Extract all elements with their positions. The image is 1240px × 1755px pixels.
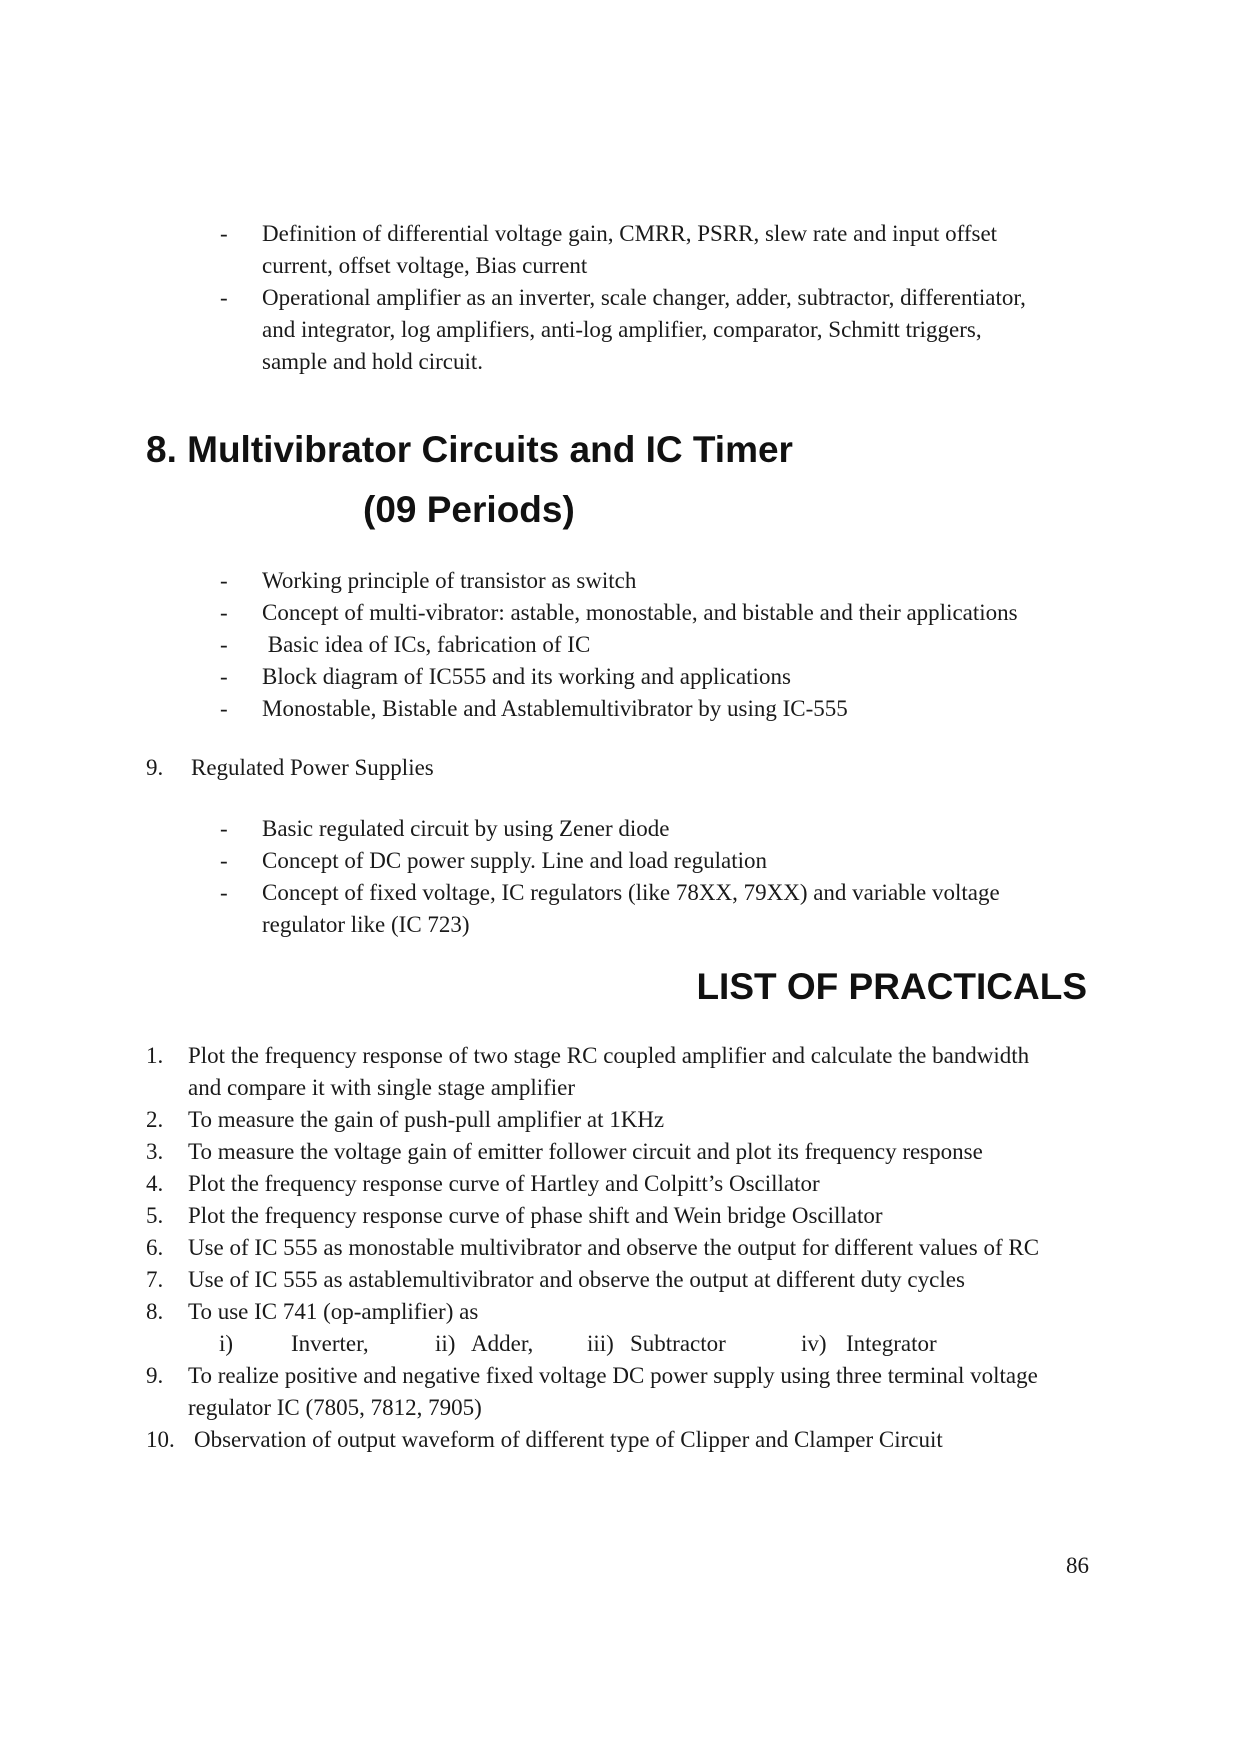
bullet-text: sample and hold circuit. [262, 349, 483, 374]
bullet-text: regulator like (IC 723) [262, 912, 470, 937]
bullet-dash: - [220, 816, 228, 841]
bullet-text: Operational amplifier as an inverter, scale changer, adder, subtractor, differentiator, [262, 285, 1026, 310]
section-8-periods: (09 Periods) [363, 489, 575, 530]
list-item-number: 9. [146, 1363, 164, 1388]
list-item-number: 1. [146, 1043, 164, 1068]
list-item-number: 3. [146, 1139, 164, 1164]
bullet-text: Block diagram of IC555 and its working and applications [262, 664, 791, 689]
list-item-text: Use of IC 555 as monostable multivibrator and observe the output for different values of RC [188, 1235, 1040, 1260]
sub-item-marker: iii) [587, 1331, 614, 1356]
list-item-text: Plot the frequency response curve of Hartley and Colpitt’s Oscillator [188, 1171, 820, 1196]
sub-item-text: Adder, [471, 1331, 534, 1356]
list-item-number: 2. [146, 1107, 164, 1132]
section-9-number: 9. [146, 755, 164, 780]
bullet-dash: - [220, 880, 228, 905]
list-item-number: 5. [146, 1203, 164, 1228]
bullet-text: Working principle of transistor as switch [262, 568, 637, 593]
list-item-number: 6. [146, 1235, 164, 1260]
section-9-title: Regulated Power Supplies [191, 755, 434, 780]
list-item-text: and compare it with single stage amplifier [188, 1075, 576, 1100]
list-item-number: 7. [146, 1267, 164, 1292]
bullet-text: Monostable, Bistable and Astablemultivibrator by using IC-555 [262, 696, 848, 721]
bullet-dash: - [220, 696, 228, 721]
sub-item-text: Inverter, [291, 1331, 369, 1356]
list-item-text: regulator IC (7805, 7812, 7905) [188, 1395, 482, 1420]
bullet-dash: - [220, 600, 228, 625]
list-item-text: Plot the frequency response of two stage RC coupled amplifier and calculate the bandwidth [188, 1043, 1030, 1068]
bullet-dash: - [220, 568, 228, 593]
bullet-text: Concept of DC power supply. Line and load regulation [262, 848, 768, 873]
list-item-text: To realize positive and negative fixed voltage DC power supply using three terminal voltage [188, 1363, 1038, 1388]
sub-item-marker: i) [219, 1331, 234, 1356]
bullet-dash: - [220, 285, 228, 310]
bullet-dash: - [220, 221, 228, 246]
list-item-text: To use IC 741 (op-amplifier) as [188, 1299, 479, 1324]
sub-item-marker: ii) [435, 1331, 456, 1356]
list-item-text: Observation of output waveform of different type of Clipper and Clamper Circuit [194, 1427, 943, 1452]
bullet-dash: - [220, 664, 228, 689]
bullet-text: current, offset voltage, Bias current [262, 253, 588, 278]
list-item-text: To measure the gain of push-pull amplifier at 1KHz [188, 1107, 665, 1132]
bullet-text: Definition of differential voltage gain, CMRR, PSRR, slew rate and input offset [262, 221, 998, 246]
sub-item-text: Subtractor [630, 1331, 726, 1356]
bullet-text: Basic idea of ICs, fabrication of IC [262, 632, 591, 657]
page-number: 86 [1066, 1553, 1089, 1578]
bullet-text: Basic regulated circuit by using Zener diode [262, 816, 670, 841]
list-item-text: Plot the frequency response curve of phase shift and Wein bridge Oscillator [188, 1203, 883, 1228]
bullet-dash: - [220, 632, 228, 657]
list-item-number: 10. [146, 1427, 175, 1452]
sub-item-text: Integrator [846, 1331, 937, 1356]
list-item-number: 4. [146, 1171, 164, 1196]
section-8-title: 8. Multivibrator Circuits and IC Timer [146, 429, 793, 470]
sub-item-marker: iv) [801, 1331, 827, 1356]
bullet-text: Concept of multi-vibrator: astable, monostable, and bistable and their applications [262, 600, 1018, 625]
list-item-number: 8. [146, 1299, 164, 1324]
practicals-heading: LIST OF PRACTICALS [696, 966, 1087, 1007]
bullet-dash: - [220, 848, 228, 873]
bullet-text: Concept of fixed voltage, IC regulators (like 78XX, 79XX) and variable voltage [262, 880, 1000, 905]
bullet-text: and integrator, log amplifiers, anti-log amplifier, comparator, Schmitt triggers, [262, 317, 982, 342]
list-item-text: Use of IC 555 as astablemultivibrator and observe the output at different duty cycles [188, 1267, 965, 1292]
list-item-text: To measure the voltage gain of emitter follower circuit and plot its frequency response [188, 1139, 983, 1164]
